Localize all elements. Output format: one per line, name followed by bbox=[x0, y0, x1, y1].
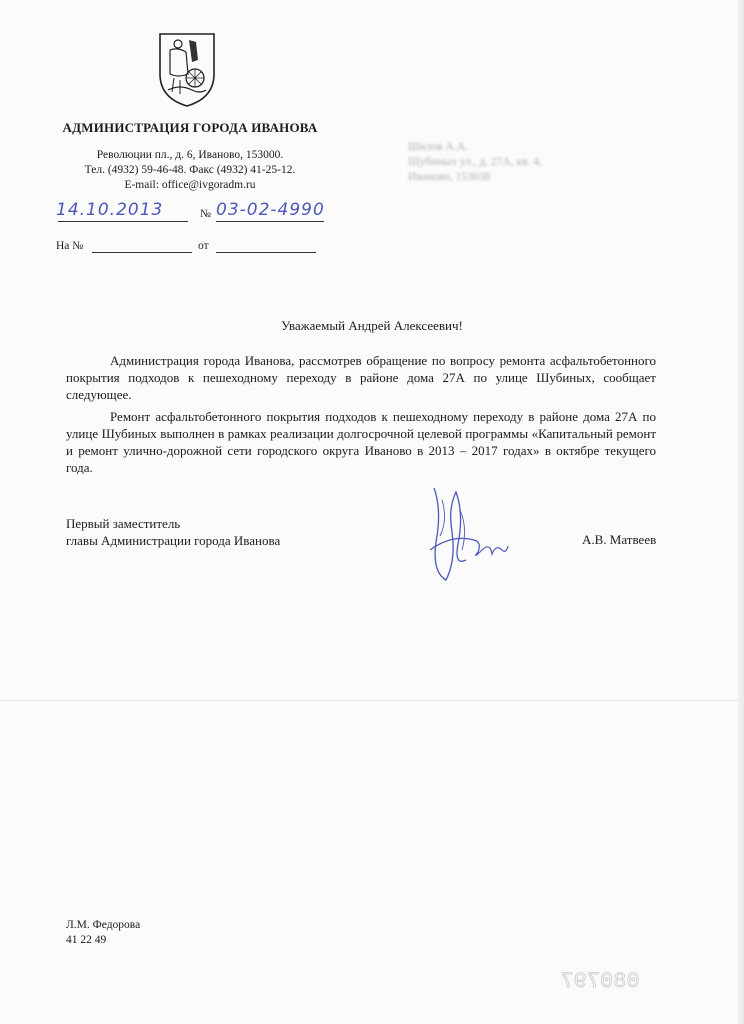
org-address: Революции пл., д. 6, Иваново, 153000. bbox=[96, 149, 284, 161]
paper-fold bbox=[0, 700, 744, 701]
recipient-line-2: Шубиных ул., д. 27А, кв. 4, bbox=[408, 156, 542, 168]
paper-edge bbox=[738, 0, 744, 1024]
handwritten-signature-icon bbox=[412, 480, 522, 590]
org-email: E-mail: office@ivgoradm.ru bbox=[124, 179, 256, 191]
date-underline bbox=[58, 221, 188, 222]
stamp-number-text: 080797 bbox=[560, 969, 640, 994]
letterhead bbox=[40, 120, 340, 193]
reference-row bbox=[56, 240, 336, 256]
recipient-line-1: Шилов А.А. bbox=[408, 141, 468, 153]
ref-number-line bbox=[92, 252, 192, 253]
signatory-title-line-1: Первый заместитель bbox=[66, 516, 181, 531]
ref-date-label: от bbox=[198, 240, 209, 252]
org-contacts bbox=[40, 148, 340, 193]
body-paragraph-1: Администрация города Иванова, рассмотрев обращение по вопросу ремонта асфальтобетонного покрытия подходов к пешеходному переходу в районе дома 27А по улице Шубиных, сообщает следующее. bbox=[66, 353, 656, 402]
ref-number-label: На № bbox=[56, 240, 84, 252]
signatory-title bbox=[66, 515, 280, 549]
executor-name: Л.М. Федорова bbox=[66, 919, 141, 931]
registration-row bbox=[56, 200, 356, 224]
signatory-title-line-2: главы Администрации города Иванова bbox=[66, 533, 281, 548]
org-name: АДМИНИСТРАЦИЯ ГОРОДА ИВАНОВА bbox=[62, 120, 318, 135]
org-phones: Тел. (4932) 59-46-48. Факс (4932) 41-25-12. bbox=[84, 164, 296, 176]
executor-info bbox=[66, 918, 140, 948]
recipient-line-3: Иваново, 153038 bbox=[408, 171, 490, 183]
stamp-number bbox=[540, 965, 660, 995]
signatory-name: А.В. Матвеев bbox=[582, 532, 657, 547]
letter-body bbox=[66, 352, 656, 481]
outgoing-number: 03-02-4990 bbox=[216, 200, 325, 220]
number-label: № bbox=[200, 208, 211, 220]
body-paragraph-2: Ремонт асфальтобетонного покрытия подходов к пешеходному переходу в районе дома 27А по улице Шубиных выполнен в рамках реализации долгосрочной целевой программы «Капитальный ремонт и ремонт улично-дорожной сети городского округа Иваново в 2013 – 2017 годах» в октябре текущего года. bbox=[66, 409, 656, 475]
city-coat-of-arms-icon bbox=[156, 30, 218, 108]
number-underline bbox=[216, 221, 324, 222]
ref-date-line bbox=[216, 252, 316, 253]
outgoing-date: 14.10.2013 bbox=[56, 200, 164, 220]
executor-phone: 41 22 49 bbox=[66, 934, 107, 946]
salutation: Уважаемый Андрей Алексеевич! bbox=[281, 318, 463, 333]
recipient-address bbox=[408, 140, 648, 185]
